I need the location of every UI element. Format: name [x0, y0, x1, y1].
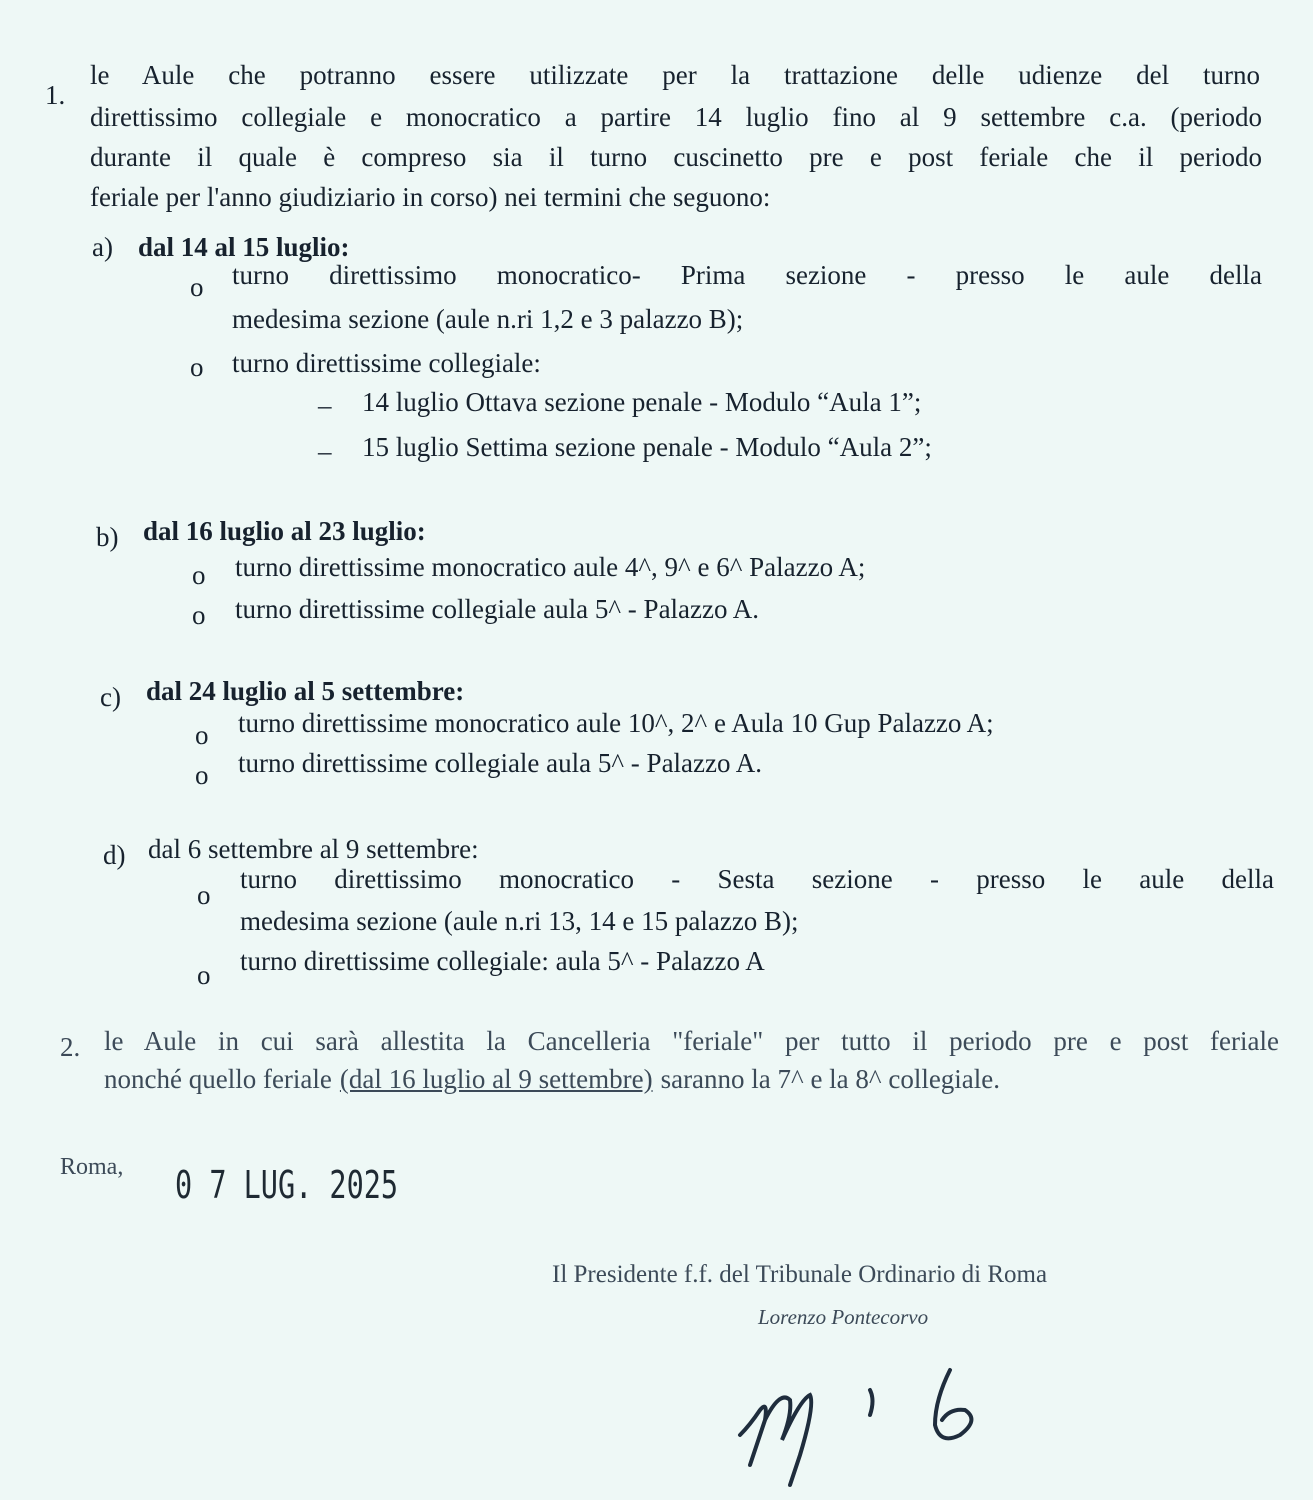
section-a-item: turno direttissimo monocratico- Prima sezione - presso le aule della — [232, 260, 1262, 290]
place: Roma, — [60, 1154, 124, 1180]
section-c-title: dal 24 luglio al 5 settembre: — [146, 676, 465, 706]
section-d-label: d) — [103, 840, 126, 870]
section-d-item: turno direttissime collegiale: aula 5^ - Palazzo A — [240, 946, 765, 976]
section-b-item: turno direttissime monocratico aule 4^, 9^ e 6^ Palazzo A; — [235, 552, 866, 582]
bullet-icon: o — [190, 352, 204, 382]
section-b-label: b) — [96, 522, 119, 552]
signatory-name: Lorenzo Pontecorvo — [758, 1305, 929, 1329]
item-1-line: direttissimo collegiale e monocratico a partire 14 luglio fino al 9 settembre c.a. (periodo — [90, 102, 1262, 132]
date-stamp: 0 7 LUG. 2025 — [175, 1163, 399, 1207]
section-c-item: turno direttissime monocratico aule 10^, 2^ e Aula 10 Gup Palazzo A; — [238, 708, 994, 738]
item-1-number: 1. — [45, 80, 66, 110]
bullet-icon: o — [197, 960, 211, 990]
item-2-line: le Aule in cui sarà allestita la Cancelleria "feriale" per tutto il periodo pre e post feriale — [104, 1026, 1279, 1056]
section-d-title: dal 6 settembre al 9 settembre: — [148, 834, 479, 864]
dash-icon: – — [318, 436, 332, 466]
item-2-number: 2. — [60, 1032, 81, 1062]
bullet-icon: o — [195, 720, 209, 750]
bullet-icon: o — [195, 760, 209, 790]
section-b-title: dal 16 luglio al 23 luglio: — [143, 516, 426, 546]
section-b-item: turno direttissime collegiale aula 5^ - Palazzo A. — [235, 594, 760, 624]
bullet-icon: o — [192, 600, 206, 630]
section-a-title: dal 14 al 15 luglio: — [138, 232, 350, 262]
bullet-icon: o — [197, 880, 211, 910]
item-2-period: (dal 16 luglio al 9 settembre) — [339, 1064, 653, 1094]
section-a-item: turno direttissime collegiale: — [232, 348, 541, 378]
section-a-item-cont: medesima sezione (aule n.ri 1,2 e 3 palazzo B); — [232, 304, 744, 334]
dash-icon: – — [318, 390, 332, 420]
bullet-icon: o — [192, 560, 206, 590]
handwritten-signature — [720, 1360, 1020, 1490]
section-a-subitem: 14 luglio Ottava sezione penale - Modulo “Aula 1”; — [362, 387, 922, 417]
section-a-subitem: 15 luglio Settima sezione penale - Modulo “Aula 2”; — [362, 432, 932, 462]
item-2-text: nonché quello feriale — [104, 1064, 332, 1094]
section-d-item: turno direttissimo monocratico - Sesta sezione - presso le aule della — [240, 864, 1274, 894]
item-2-text: saranno la 7^ e la 8^ collegiale. — [660, 1064, 1001, 1094]
bullet-icon: o — [190, 272, 204, 302]
section-a-label: a) — [92, 232, 113, 262]
item-1-line: durante il quale è compreso sia il turno cuscinetto pre e post feriale che il periodo — [90, 142, 1262, 172]
section-d-item-cont: medesima sezione (aule n.ri 13, 14 e 15 palazzo B); — [240, 906, 799, 936]
section-c-item: turno direttissime collegiale aula 5^ - Palazzo A. — [238, 748, 763, 778]
section-c-label: c) — [100, 682, 121, 712]
item-1-line: le Aule che potranno essere utilizzate per la trattazione delle udienze del turno — [90, 60, 1260, 90]
item-1-line: feriale per l'anno giudiziario in corso) nei termini che seguono: — [90, 182, 771, 212]
item-2-line — [104, 1062, 1279, 1096]
signatory-title: Il Presidente f.f. del Tribunale Ordinario di Roma — [552, 1261, 1048, 1288]
